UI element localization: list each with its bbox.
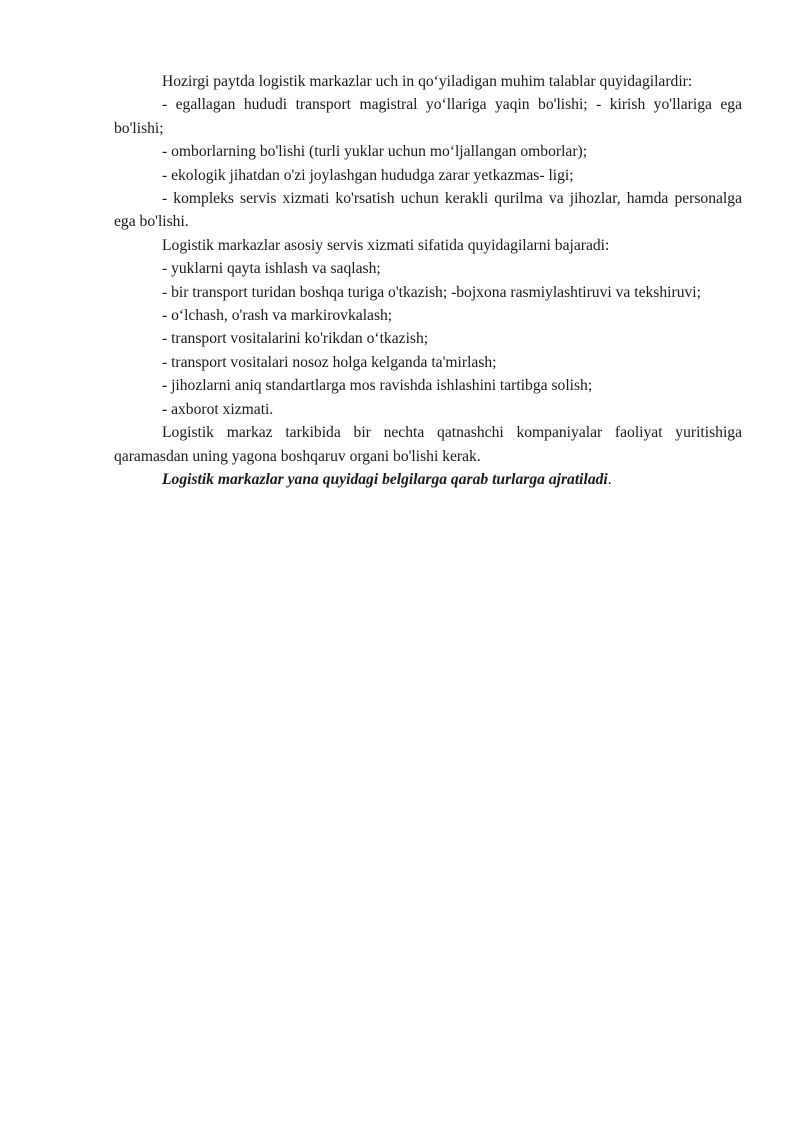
emphasized-text: Logistik markazlar yana quyidagi belgilarga qarab turlarga ajratiladi — [162, 470, 608, 488]
list-item-equipment-personnel: - kompleks servis xizmati ko'rsatish uchun kerakli qurilma va jihozlar, hamda personalga ega bo'lishi. — [114, 190, 742, 231]
paragraph-requirements-intro: Hozirgi paytda logistik markazlar uch in qo‘yiladigan muhim talablar quyidagilardir: — [162, 73, 693, 90]
list-item-transfer-customs: - bir transport turidan boshqa turiga o'tkazish; -bojxona rasmiylashtiruvi va tekshiruvi; — [162, 283, 701, 301]
closing-period: . — [607, 470, 612, 488]
list-item-information-service: - axborot xizmati. — [162, 400, 274, 418]
list-item-measuring-packing: - o‘lchash, o'rash va markirovkalash; — [162, 307, 393, 325]
paragraph-services-intro: Logistik markazlar asosiy servis xizmati sifatida quyidagilarni bajaradi: — [162, 236, 610, 254]
list-item-cargo-handling: - yuklarni qayta ishlash va saqlash; — [162, 260, 381, 278]
list-item-vehicle-inspection: - transport vositalarini ko'rikdan o‘tkazish; — [162, 330, 429, 348]
document-body — [114, 70, 742, 491]
list-item-warehouses: - omborlarning bo'lishi (turli yuklar uchun mo‘ljallangan omborlar); — [162, 143, 588, 161]
list-item-transport-access: - egallagan hududi transport magistral yo‘llariga yaqin bo'lishi; - kirish yo'llariga ega bo'lishi; — [114, 96, 742, 137]
paragraph-classification-heading — [114, 468, 742, 491]
list-item-ecology: - ekologik jihatdan o'zi joylashgan hududga zarar yetkazmas- ligi; — [162, 166, 574, 184]
list-item-equipment-standards: - jihozlarni aniq standartlarga mos ravishda ishlashini tartibga solish; — [162, 377, 593, 395]
list-item-vehicle-repair: - transport vositalari nosoz holga kelganda ta'mirlash; — [162, 353, 497, 371]
paragraph-management-body: Logistik markaz tarkibida bir nechta qatnashchi kompaniyalar faoliyat yuritishiga qaramasdan uning yagona boshqaruv organi bo'lishi kerak. — [114, 424, 742, 465]
